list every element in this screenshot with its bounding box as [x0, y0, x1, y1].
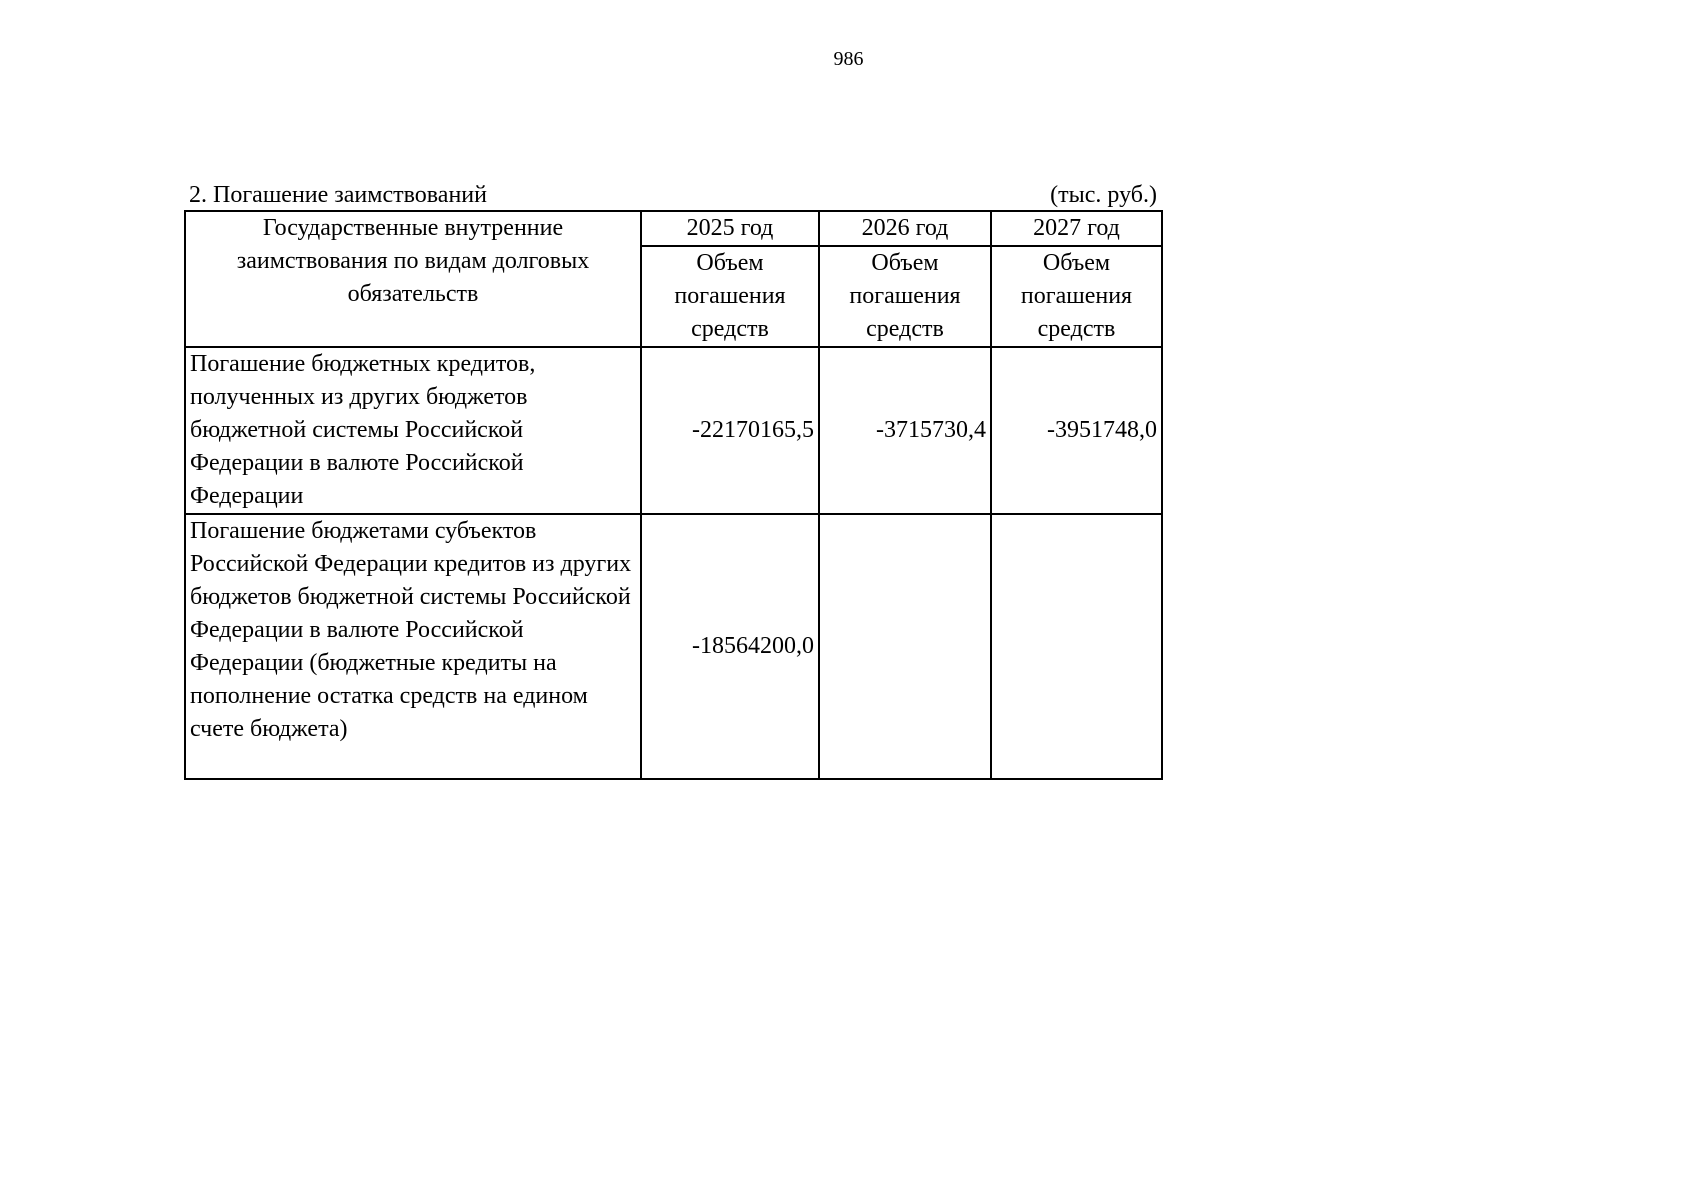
row-label: Погашение бюджетных кредитов, полученных из других бюджетов бюджетной системы Российской Федерации в валюте Российской Федерации: [185, 347, 641, 514]
row-value-2026: [819, 514, 991, 779]
header-type-column: Государственные внутренние заимствования по видам долговых обязательств: [185, 211, 641, 347]
page-number: 986: [833, 48, 864, 70]
table-header-row: [185, 211, 1162, 246]
table-row: [185, 347, 1162, 514]
subheader-2027: Объем погашения средств: [991, 246, 1162, 347]
header-year-2027: 2027 год: [991, 211, 1162, 246]
row-value-2026: -3715730,4: [819, 347, 991, 514]
header-year-2025: 2025 год: [641, 211, 819, 246]
section-title: 2. Погашение заимствований: [189, 182, 487, 208]
row-value-2027: [991, 514, 1162, 779]
row-value-2025: -22170165,5: [641, 347, 819, 514]
subheader-2026: Объем погашения средств: [819, 246, 991, 347]
header-year-2026: 2026 год: [819, 211, 991, 246]
table-row: [185, 514, 1162, 779]
row-label: Погашение бюджетами субъектов Российской Федерации кредитов из других бюджетов бюджетной системы Российской Федерации в валюте Российской Федерации (бюджетные кредиты на пополнение остатка средств на едином счете бюджета): [185, 514, 641, 779]
repayment-table: [184, 210, 1163, 780]
row-value-2025: -18564200,0: [641, 514, 819, 779]
borrowing-repayment-section: [184, 180, 1161, 780]
row-value-2027: -3951748,0: [991, 347, 1162, 514]
section-header: [184, 180, 1161, 210]
subheader-2025: Объем погашения средств: [641, 246, 819, 347]
units-label: (тыс. руб.): [1050, 182, 1157, 208]
